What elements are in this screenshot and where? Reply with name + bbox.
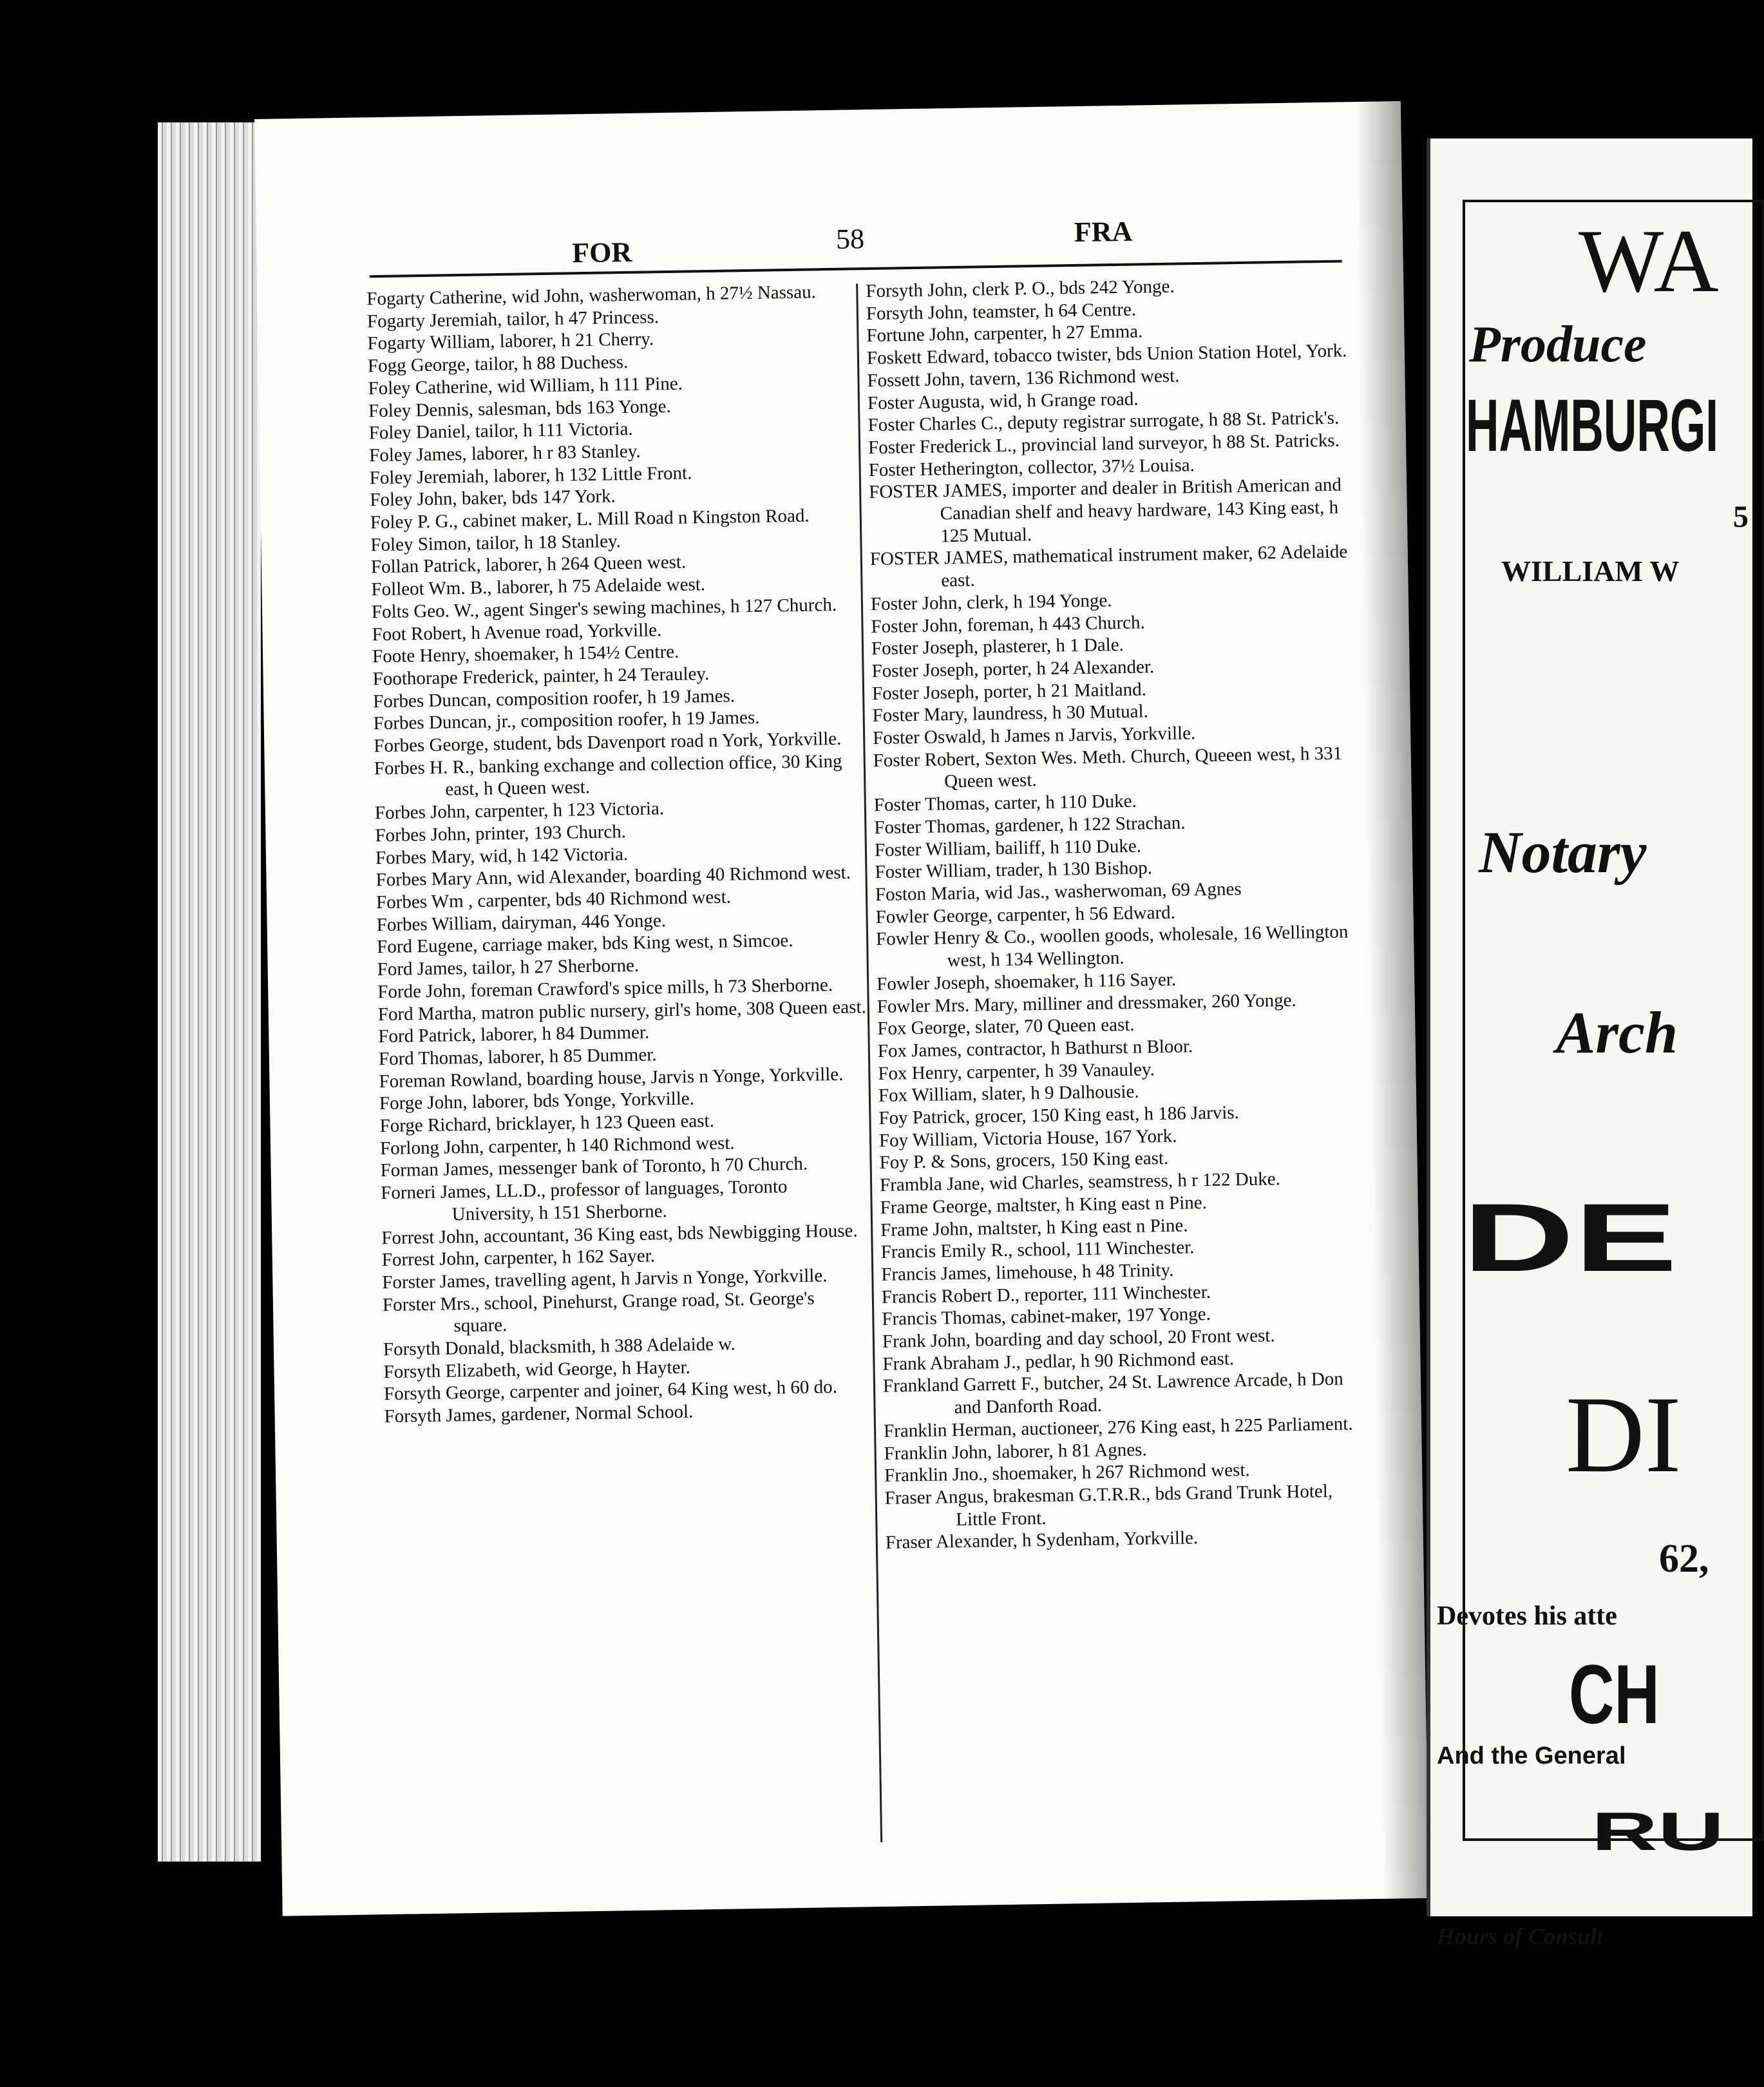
ad-hours-line: Hours of Consult [1437, 1923, 1604, 1949]
directory-entry: Forsyth Elizabeth, wid George, h Hayter. [383, 1357, 691, 1382]
directory-entry: Forlong John, carpenter, h 140 Richmond west. [379, 1132, 735, 1159]
page-stain [773, 1975, 1031, 2017]
directory-entry: Foley P. G., cabinet maker, L. Mill Road n Kingston Road. [370, 505, 810, 533]
directory-entry: Forsyth John, clerk P. O., bds 242 Yonge. [866, 276, 1175, 302]
directory-entry: Frame George, maltster, h King east n Pine. [880, 1192, 1208, 1218]
directory-entry: Foster John, foreman, h 443 Church. [871, 611, 1145, 637]
directory-entry: Forbes Wm , carpenter, bds 40 Richmond west. [375, 886, 732, 913]
directory-entry: Forbes H. R., banking exchange and collection office, 30 King east, h Queen west. [374, 750, 842, 800]
directory-entry: Ford Thomas, laborer, h 85 Dummer. [378, 1044, 657, 1070]
directory-entry: Fogarty Jeremiah, tailor, h 47 Princess. [366, 306, 659, 332]
directory-entry: Fraser Alexander, h Sydenham, Yorkville. [885, 1527, 1199, 1554]
directory-entry: Foskett Edward, tobacco twister, bds Union Station Hotel, York. [866, 340, 1347, 369]
directory-entry: Francis Thomas, cabinet-maker, 197 Yonge. [882, 1304, 1211, 1330]
ad-hamburg-line: HAMBURGI [1466, 385, 1719, 467]
directory-entry: Fraser Angus, brakesman G.T.R.R., bds Grand Trunk Hotel, Little Front. [884, 1480, 1333, 1530]
directory-entry: Forsyth Donald, blacksmith, h 388 Adelaide w. [383, 1333, 735, 1360]
directory-entry: Foley James, laborer, h r 83 Stanley. [368, 441, 641, 466]
directory-entry: Fogarty William, laborer, h 21 Cherry. [367, 329, 654, 354]
directory-entry: Foster Oswald, h James n Jarvis, Yorkville. [872, 723, 1196, 749]
directory-entry: Forbes George, student, bds Davenport road n York, Yorkville. [374, 728, 842, 757]
directory-entry: Fowler George, carpenter, h 56 Edward. [875, 902, 1176, 928]
directory-entry: Foster Joseph, plasterer, h 1 Dale. [871, 634, 1124, 660]
directory-entry: Foster Charles C., deputy registrar surrogate, h 88 St. Patrick's. [868, 407, 1340, 436]
directory-entry: Ford James, tailor, h 27 Sherborne. [377, 955, 640, 980]
directory-entry: Foster Joseph, porter, h 24 Alexander. [871, 656, 1155, 682]
directory-entry: Foston Maria, wid Jas., washerwoman, 69 Agnes [875, 879, 1242, 905]
directory-entry: Foster Thomas, gardener, h 122 Strachan. [874, 812, 1186, 838]
directory-entry: Foster Augusta, wid, h Grange road. [867, 388, 1139, 414]
directory-entry: Forge Richard, bricklayer, h 123 Queen east. [379, 1110, 715, 1137]
right-column [866, 272, 1375, 1554]
directory-entry: Ford Patrick, laborer, h 84 Dummer. [378, 1022, 650, 1047]
ad-notary-line: Notary [1479, 819, 1647, 885]
directory-entry: Foster Thomas, carter, h 110 Duke. [873, 790, 1137, 816]
ad-address-number: 62, [1659, 1537, 1709, 1581]
directory-entry: Franklin Jno., shoemaker, h 267 Richmond west. [884, 1460, 1250, 1487]
directory-entry: Forde John, foreman Crawford's spice mills, h 73 Sherborne. [377, 974, 833, 1002]
ad-ch-line: CH [1569, 1647, 1660, 1741]
directory-entry: Forster Mrs., school, Pinehurst, Grange road, St. George's square. [382, 1288, 815, 1337]
ad-arch-line: Arch [1556, 1000, 1678, 1065]
directory-entry: Fortune John, carpenter, h 27 Emma. [866, 321, 1143, 347]
directory-entry: Francis Robert D., reporter, 111 Winchester. [881, 1281, 1211, 1308]
directory-entry: Fowler Mrs. Mary, milliner and dressmaker, 260 Yonge. [877, 989, 1296, 1017]
directory-entry: Foy Patrick, grocer, 150 King east, h 186 Jarvis. [878, 1102, 1240, 1129]
directory-entry: Foster Frederick L., provincial land surveyor, h 88 St. Patricks. [868, 430, 1340, 459]
ad-produce-line: Produce [1469, 316, 1647, 373]
book-page-edges [158, 122, 261, 1862]
directory-entry: FOSTER JAMES, importer and dealer in British American and Canadian shelf and heavy hardware, 143 King east, h 125 Mutual. [868, 474, 1342, 547]
directory-entry: Foley Daniel, tailor, h 111 Victoria. [368, 419, 633, 444]
directory-entry: Frankland Garrett F., butcher, 24 St. Lawrence Arcade, h Don and Danforth Road. [882, 1369, 1344, 1418]
directory-entry: Fowler Henry & Co., woollen goods, wholesale, 16 Wellington west, h 134 Wellington. [875, 921, 1349, 971]
directory-entry: Foster Robert, Sexton Wes. Meth. Church, Queeen west, h 331 Queen west. [873, 743, 1343, 792]
ad-ru-line: RU [1591, 1801, 1725, 1862]
directory-entry: Ford Martha, matron public nursery, girl's home, 308 Queen east. [377, 996, 866, 1025]
directory-entry: Franklin Herman, auctioneer, 276 King east, h 225 Parliament. [883, 1413, 1353, 1442]
ad-heading: WA [1579, 211, 1719, 311]
directory-entry: Forbes Duncan, composition roofer, h 19 James. [372, 685, 735, 712]
directory-entry: Forbes Duncan, jr., composition roofer, h 19 James. [373, 707, 760, 734]
left-column [366, 280, 874, 1428]
directory-entry: Fossett John, tavern, 136 Richmond west. [867, 365, 1180, 391]
directory-entry: Fowler Joseph, shoemaker, h 116 Sayer. [876, 969, 1177, 995]
directory-entry: Forbes Mary, wid, h 142 Victoria. [375, 843, 629, 868]
directory-entry: Foster William, bailiff, h 110 Duke. [874, 835, 1142, 861]
ad-william-line: WILLIAM W [1501, 555, 1680, 587]
ad-number-fragment: 5 [1733, 500, 1749, 534]
adjacent-page [1427, 138, 1752, 1949]
directory-entry: Foot Robert, h Avenue road, Yorkville. [372, 619, 662, 645]
directory-entry: Forrest John, carpenter, h 162 Sayer. [381, 1245, 656, 1271]
directory-entry: Frambla Jane, wid Charles, seamstress, h r 122 Duke. [879, 1168, 1281, 1196]
ad-dr-line: DI [1566, 1374, 1682, 1495]
directory-entry: Fox George, slater, 70 Queen east. [877, 1014, 1135, 1040]
directory-entry: Franklin John, laborer, h 81 Agnes. [884, 1439, 1147, 1464]
directory-entry: Foster Joseph, porter, h 21 Maitland. [871, 679, 1147, 704]
directory-entry: Forsyth George, carpenter and joiner, 64 King west, h 60 do. [383, 1377, 838, 1405]
directory-entry: Foote Henry, shoemaker, h 154½ Centre. [372, 641, 679, 667]
directory-entry: Follan Patrick, laborer, h 264 Queen west. [370, 551, 687, 578]
directory-entry: Frank John, boarding and day school, 20 Front west. [882, 1325, 1275, 1352]
directory-entry: Forrest John, accountant, 36 King east, bds Newbigging House. [381, 1220, 858, 1248]
directory-entry: Foster Mary, laundress, h 30 Mutual. [872, 701, 1149, 727]
directory-entry: Forneri James, LL.D., professor of languages, Toronto University, h 151 Sherborne. [380, 1176, 788, 1225]
directory-entry: Foy P. & Sons, grocers, 150 King east. [879, 1148, 1169, 1174]
directory-entry: FOSTER JAMES, mathematical instrument maker, 62 Adelaide east. [869, 541, 1348, 591]
directory-entry: Forbes Mary Ann, wid Alexander, boarding 40 Richmond west. [375, 862, 851, 891]
directory-entry: Forbes William, dairyman, 446 Yonge. [376, 910, 667, 935]
ad-de-line: DE [1463, 1183, 1678, 1291]
directory-entry: Francis James, limehouse, h 48 Trinity. [881, 1259, 1174, 1285]
directory-entry: Foster Hetherington, collector, 37½ Louisa. [868, 454, 1195, 481]
directory-entry: Folts Geo. W., agent Singer's sewing machines, h 127 Church. [371, 594, 837, 623]
directory-entry: Forge John, laborer, bds Yonge, Yorkville. [379, 1088, 695, 1114]
directory-entry: Foley John, baker, bds 147 York. [370, 486, 616, 511]
directory-entry: Forsyth James, gardener, Normal School. [384, 1401, 694, 1427]
directory-entry: Forbes John, printer, 193 Church. [375, 821, 627, 846]
running-head-right: FRA [1074, 215, 1133, 249]
directory-entry: Foley Catherine, wid William, h 111 Pine. [368, 373, 683, 399]
directory-entry: Forman James, messenger bank of Toronto, h 70 Church. [380, 1154, 808, 1181]
directory-entry: Foley Dennis, salesman, bds 163 Yonge. [368, 395, 671, 421]
directory-entry: Fox James, contractor, h Bathurst n Bloor. [877, 1036, 1193, 1062]
directory-entry: Frank Abraham J., pedlar, h 90 Richmond east. [882, 1348, 1235, 1375]
gutter-shadow [1356, 101, 1429, 1899]
ad-general-line: And the General [1437, 1742, 1626, 1769]
directory-entry: Folleot Wm. B., laborer, h 75 Adelaide west. [371, 574, 706, 600]
directory-page [254, 101, 1429, 1916]
directory-entry: Fox Henry, carpenter, h 39 Vanauley. [878, 1058, 1155, 1084]
directory-entry: Foley Jeremiah, laborer, h 132 Little Front. [369, 462, 692, 488]
directory-entry: Foothorape Frederick, painter, h 24 Terauley. [372, 663, 710, 690]
directory-entry: Forsyth John, teamster, h 64 Centre. [866, 299, 1137, 324]
directory-entry: Forster James, travelling agent, h Jarvis n Yonge, Yorkville. [382, 1265, 828, 1293]
directory-entry: Forbes John, carpenter, h 123 Victoria. [374, 798, 665, 824]
ad-devotes-line: Devotes his atte [1437, 1601, 1617, 1631]
directory-entry: Ford Eugene, carriage maker, bds King west, n Simcoe. [376, 930, 793, 958]
directory-entry: Fox William, slater, h 9 Dalhousie. [878, 1081, 1139, 1107]
running-head-left: FOR [571, 236, 632, 269]
directory-entry: Frame John, maltster, h King east n Pine. [880, 1214, 1188, 1241]
directory-entry: Foster William, trader, h 130 Bishop. [875, 857, 1153, 883]
directory-entry: Fogg George, tailor, h 88 Duchess. [367, 352, 629, 377]
directory-entry: Foreman Rowland, boarding house, Jarvis n Yonge, Yorkville. [379, 1063, 844, 1092]
directory-entry: Fogarty Catherine, wid John, washerwoman, h 27½ Nassau. [366, 281, 817, 310]
directory-entry: Foley Simon, tailor, h 18 Stanley. [370, 530, 621, 555]
directory-entry: Foster John, clerk, h 194 Yonge. [870, 590, 1112, 615]
directory-entry: Foy William, Victoria House, 167 York. [878, 1125, 1177, 1151]
page-number: 58 [835, 223, 865, 255]
directory-entry: Francis Emily R., school, 111 Winchester. [880, 1237, 1195, 1263]
